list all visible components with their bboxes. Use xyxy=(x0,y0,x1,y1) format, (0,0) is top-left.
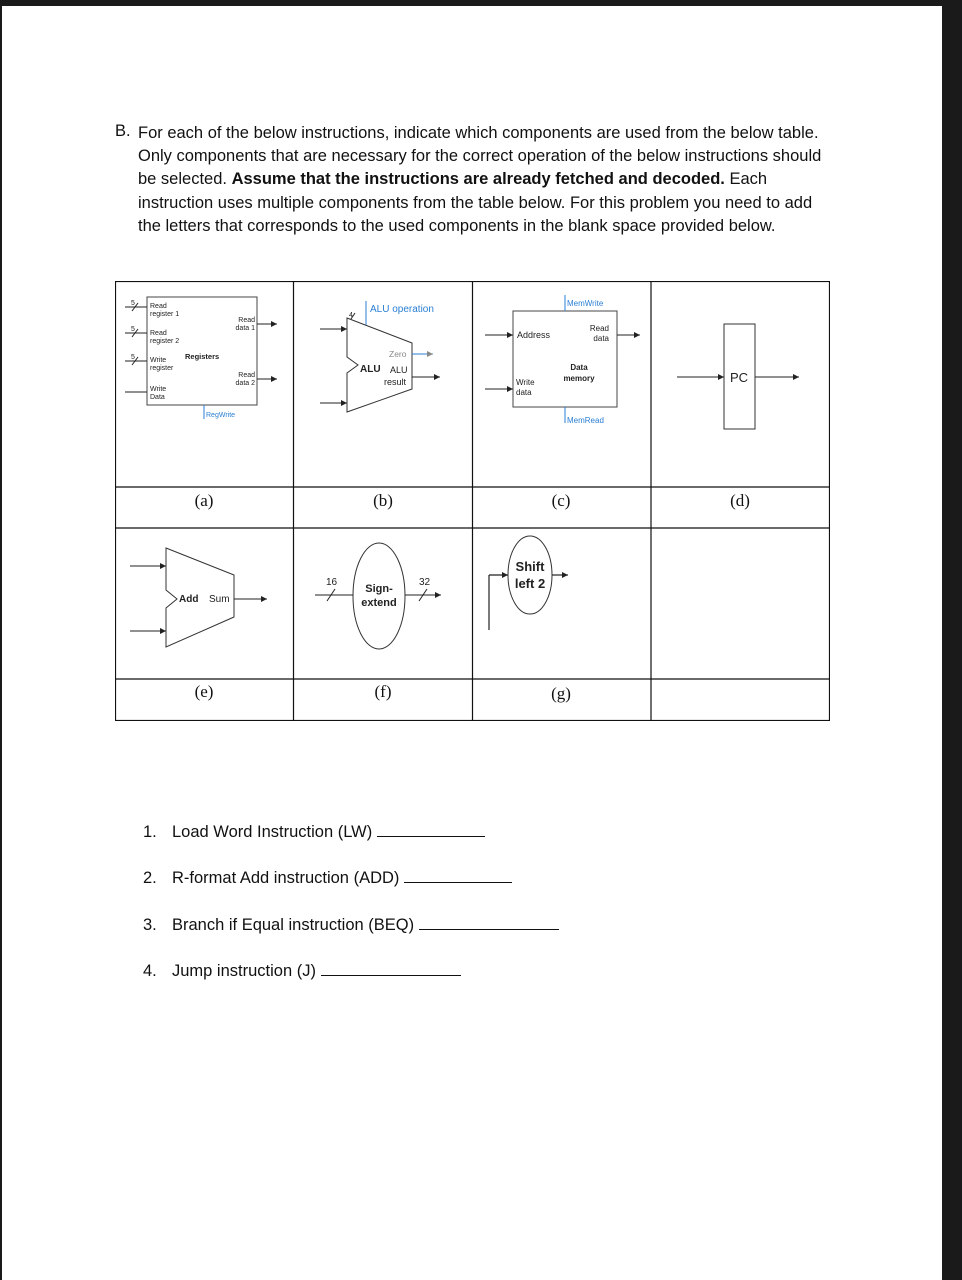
caption-d: (d) xyxy=(730,491,750,510)
caption-g: (g) xyxy=(551,684,571,703)
extend-label: extend xyxy=(361,597,397,609)
bus-width-3: 5 xyxy=(131,354,135,361)
arrowheads xyxy=(160,321,799,634)
alu-title: ALU xyxy=(360,364,381,375)
instruction-item-3 xyxy=(143,915,559,935)
instruction-text: Load Word Instruction (LW) xyxy=(172,823,373,841)
bus-width-2: 5 xyxy=(131,326,135,333)
instruction-number: 3. xyxy=(143,916,157,934)
sign-extend-out-width: 32 xyxy=(419,577,431,588)
caption-c: (c) xyxy=(551,491,571,510)
answer-blank-beq[interactable] xyxy=(419,915,559,930)
data-memory-title-1: Data xyxy=(570,363,588,372)
data-memory-component xyxy=(485,295,640,425)
pc-component xyxy=(677,324,799,429)
sum-label: Sum xyxy=(209,594,230,605)
read-register-1-label: Read xyxy=(150,303,167,310)
caption-a: (a) xyxy=(194,491,214,510)
question-text-bold: Assume that the instructions are already fetched and decoded. xyxy=(231,170,725,189)
pc-label: PC xyxy=(729,370,749,385)
register-1-label: register 1 xyxy=(150,311,180,318)
alu-component xyxy=(320,301,440,412)
shift-label: Shift xyxy=(515,559,545,574)
alu-result-label-2: result xyxy=(384,377,407,387)
read-data-1-label: Read xyxy=(238,317,255,324)
left2-label: left 2 xyxy=(514,576,546,591)
data-1-label: data 1 xyxy=(235,325,255,332)
read-data-2-label: Read xyxy=(238,372,255,379)
instruction-item-2 xyxy=(143,868,512,888)
answer-blank-lw[interactable] xyxy=(377,822,485,837)
caption-f: (f) xyxy=(374,682,392,701)
mem-write-label: Write xyxy=(516,378,535,387)
memwrite-label: MemWrite xyxy=(567,299,604,308)
instruction-text: Jump instruction (J) xyxy=(172,962,316,980)
shift-left-2-component xyxy=(489,536,568,630)
question-text-part1: For each of the below instructions, indicate which components are used from the below table. Only components that are necessary for the correct operation of the below instructions should be selected. xyxy=(138,124,822,189)
caption-e: (e) xyxy=(194,682,214,701)
address-label: Address xyxy=(517,330,551,340)
components-table xyxy=(115,281,830,721)
sign-label: Sign- xyxy=(365,583,393,595)
write-data-label-2: Data xyxy=(150,394,165,401)
alu-op-width: 4 xyxy=(349,312,353,319)
write-register-label: Write xyxy=(150,357,167,364)
mem-read-label: Read xyxy=(589,324,609,333)
instruction-number: 2. xyxy=(143,869,157,887)
sign-extend-component xyxy=(315,543,441,649)
register-2-label: register 2 xyxy=(150,338,180,345)
mem-write-data-label: data xyxy=(516,388,532,397)
bus-width-1: 5 xyxy=(131,300,135,307)
write-data-label: Write xyxy=(150,386,167,393)
zero-label: Zero xyxy=(389,349,407,359)
registers-component xyxy=(125,297,277,419)
alu-result-label-1: ALU xyxy=(390,365,408,375)
instruction-item-4 xyxy=(143,961,461,981)
add-label: Add xyxy=(179,594,199,605)
answer-blank-add[interactable] xyxy=(404,868,512,883)
instruction-item-1 xyxy=(143,822,485,842)
instruction-text: Branch if Equal instruction (BEQ) xyxy=(172,916,415,934)
data-2-label: data 2 xyxy=(235,380,255,387)
table-grid-lines xyxy=(115,281,830,721)
sign-extend-in-width: 16 xyxy=(326,577,338,588)
mem-data-label: data xyxy=(593,334,609,343)
write-register-label-2: register xyxy=(150,365,174,372)
question-text-part2: Each instruction uses multiple components from the table below. For this problem you need to add the letters that corresponds to the used components in the blank space provided below. xyxy=(138,170,813,235)
instruction-number: 4. xyxy=(143,962,157,980)
caption-b: (b) xyxy=(373,491,393,510)
instruction-number: 1. xyxy=(143,823,157,841)
answer-blank-j[interactable] xyxy=(321,961,461,976)
regwrite-label: RegWrite xyxy=(206,412,236,419)
instruction-text: R-format Add instruction (ADD) xyxy=(172,869,400,887)
read-register-2-label: Read xyxy=(150,330,167,337)
adder-component xyxy=(130,548,267,647)
registers-title: Registers xyxy=(185,352,220,361)
data-memory-title-2: memory xyxy=(563,374,595,383)
question-text xyxy=(138,122,828,238)
memread-label: MemRead xyxy=(567,416,604,425)
alu-operation-label: ALU operation xyxy=(370,304,434,315)
question-label: B. xyxy=(115,122,131,140)
